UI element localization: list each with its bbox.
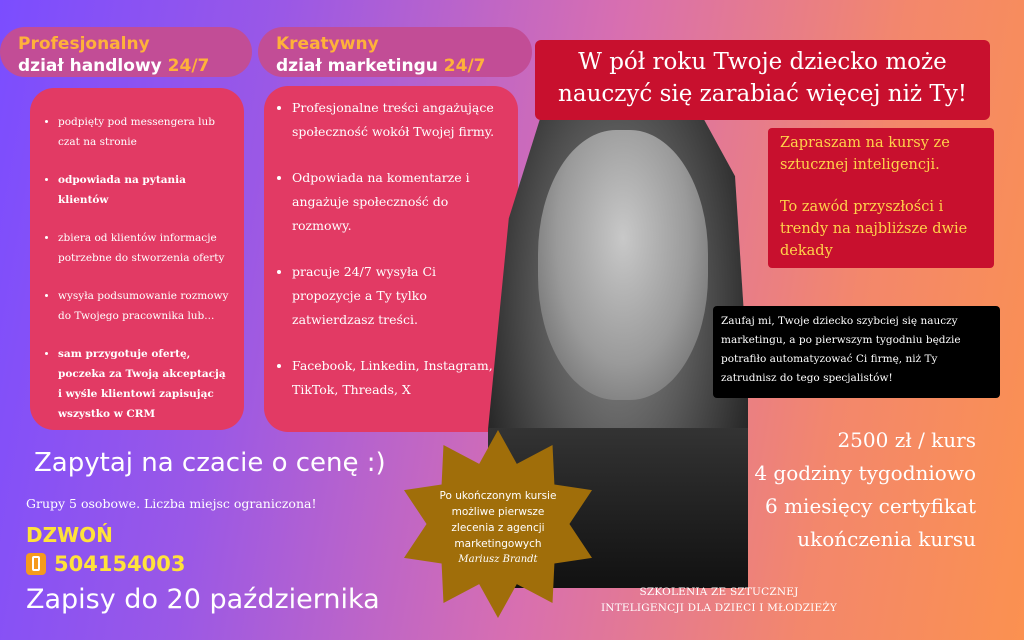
sales-item: • wysyła podsumowanie rozmowy do Twojego pracownika lub... [58, 286, 230, 326]
badge-text: Po ukończonym kursie możliwe pierwsze zlecenia z agencji marketingowych [439, 490, 557, 550]
marketing-item: • pracuje 24/7 wysyła Ci propozycje a Ty tylko zatwierdzasz treści. [292, 260, 508, 332]
certificate-line: ukończenia kursu [797, 527, 976, 551]
marketing-item: • Facebook, Linkedin, Instagram, TikTok, Threads, X [292, 354, 508, 402]
star-badge-text [432, 488, 564, 568]
marketing-title-line1: Kreatywny [276, 34, 379, 54]
courses-intro: Zapraszam na kursy ze sztucznej inteligencji. [780, 135, 950, 173]
headline-banner: W pół roku Twoje dziecko może nauczyć się zarabiać więcej niż Ty! [535, 40, 990, 120]
courses-future: To zawód przyszłości i trendy na najbliższe dwie dekady [780, 199, 968, 259]
footer-line2: INTELIGENCJI DLA DZIECI I MŁODZIEŻY [600, 602, 838, 614]
price-info [656, 424, 976, 556]
portrait-face [538, 130, 708, 400]
marketing-item: • Odpowiada na komentarze i angażuje społeczność do rozmowy. [292, 166, 508, 238]
marketing-header [258, 27, 532, 77]
marketing-item: • Profesjonalne treści angażujące społeczność wokół Twojej firmy. [292, 96, 508, 144]
footer-line1: SZKOLENIA ZE SZTUCZNEJ [639, 586, 799, 598]
sales-item: • podpięty pod messengera lub czat na stronie [58, 112, 230, 152]
marketing-card [264, 86, 518, 432]
sales-title-line2: dział handlowy 24/7 [18, 56, 210, 76]
duration-line: 6 miesięcy certyfikat [765, 494, 976, 518]
sales-item: • sam przygotuje ofertę, poczeka za Twoją akceptacją i wyśle klientowi zapisując wszystko w CRM [58, 344, 230, 424]
price-line: 2500 zł / kurs [837, 428, 976, 452]
sales-item: • zbiera od klientów informacje potrzebne do stworzenia oferty [58, 228, 230, 268]
hours-line: 4 godziny tygodniowo [754, 461, 976, 485]
courses-box [768, 128, 994, 268]
marketing-title-line2: dział marketingu 24/7 [276, 56, 486, 76]
footer-text [588, 584, 850, 616]
sales-title-line1: Profesjonalny [18, 34, 150, 54]
sales-header [0, 27, 252, 77]
phone-icon [26, 553, 46, 575]
phone-row[interactable] [26, 552, 186, 576]
signup-deadline: Zapisy do 20 października [26, 584, 380, 615]
ask-price-text: Zapytaj na czacie o cenę :) [34, 448, 386, 478]
spacer [780, 176, 986, 196]
sales-item: • odpowiada na pytania klientów [58, 170, 230, 210]
call-label: DZWOŃ [26, 523, 113, 547]
signature: Mariusz Brandt [458, 554, 538, 565]
sales-card [30, 88, 244, 430]
phone-number[interactable]: 504154003 [54, 552, 186, 576]
trust-box: Zaufaj mi, Twoje dziecko szybciej się nauczy marketingu, a po pierwszym tygodniu będzie potrafiło automatyzować Ci firmę, niż Ty zatrudnisz do tego specjalistów! [713, 306, 1000, 398]
groups-text: Grupy 5 osobowe. Liczba miejsc ograniczona! [26, 496, 317, 511]
